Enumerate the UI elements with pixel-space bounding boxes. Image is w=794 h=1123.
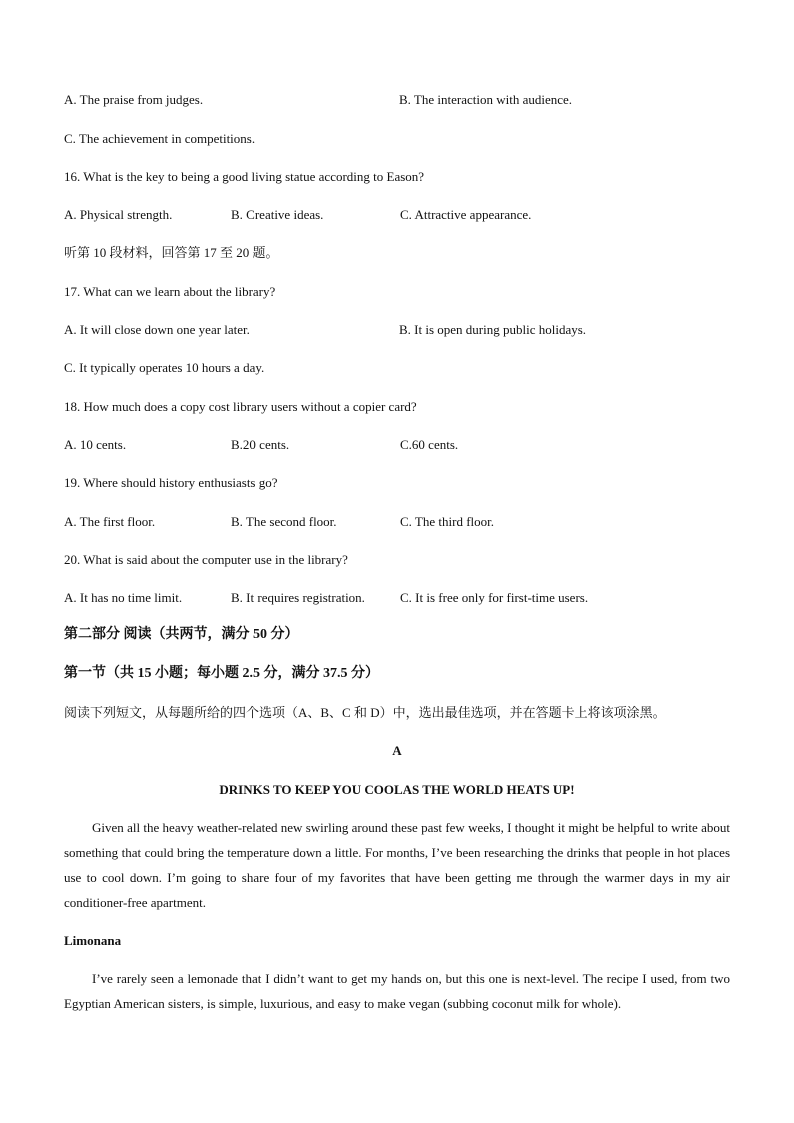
q19-option-c: C. The third floor. xyxy=(400,514,495,529)
q20-stem: 20. What is said about the computer use in the library? xyxy=(64,552,348,567)
q20-option-b: B. It requires registration. xyxy=(231,590,365,605)
q19-option-b: B. The second floor. xyxy=(231,514,337,529)
q18-option-a: A. 10 cents. xyxy=(64,437,127,452)
q17-stem: 17. What can we learn about the library? xyxy=(64,284,276,299)
q15-option-b: B. The interaction with audience. xyxy=(399,92,573,107)
passage-paragraph-1: Given all the heavy weather-related new swirling around these past few weeks, I thought it might be helpful to write about something that could bring the temperature down a little. For months, I’ve been researching the drinks that people in hot places use to cool down. I’m going to share four of my favorites that have been getting me through the warmer days in my air conditioner-free apartment. xyxy=(64,820,730,910)
subheading-limonana: Limonana xyxy=(64,933,122,948)
q18-option-c: C.60 cents. xyxy=(400,437,459,452)
q17-option-a: A. It will close down one year later. xyxy=(64,322,250,337)
q18-stem: 18. How much does a copy cost library users without a copier card? xyxy=(64,399,417,414)
passage-title: DRINKS TO KEEP YOU COOLAS THE WORLD HEATS UP! xyxy=(219,782,575,797)
passage-paragraph-2: I’ve rarely seen a lemonade that I didn’t want to get my hands on, but this one is next-level. The recipe I used, from two Egyptian American sisters, is simple, luxurious, and easy to make vegan (subbing coconut milk for whole). xyxy=(64,971,730,1011)
part2-heading: 第二部分 阅读（共两节，满分 50 分） xyxy=(64,627,299,642)
q16-option-a: A. Physical strength. xyxy=(64,207,173,222)
q19-option-a: A. The first floor. xyxy=(64,514,156,529)
q16-option-c: C. Attractive appearance. xyxy=(400,207,532,222)
q15-option-c: C. The achievement in competitions. xyxy=(64,131,256,146)
q17-option-c: C. It typically operates 10 hours a day. xyxy=(64,360,265,375)
q15-option-a: A. The praise from judges. xyxy=(64,92,204,107)
section1-heading: 第一节（共 15 小题；每小题 2.5 分，满分 37.5 分） xyxy=(64,666,379,681)
q16-option-b: B. Creative ideas. xyxy=(231,207,324,222)
passage-letter: A xyxy=(392,743,402,758)
q20-option-c: C. It is free only for first-time users. xyxy=(400,590,589,605)
q20-option-a: A. It has no time limit. xyxy=(64,590,183,605)
listening-instruction: 听第 10 段材料，回答第 17 至 20 题。 xyxy=(64,245,279,260)
q19-stem: 19. Where should history enthusiasts go? xyxy=(64,475,278,490)
reading-instruction: 阅读下列短文，从每题所给的四个选项（A、B、C 和 D）中，选出最佳选项，并在答题卡上将该项涂黑。 xyxy=(64,705,666,720)
q18-option-b: B.20 cents. xyxy=(231,437,290,452)
q17-option-b: B. It is open during public holidays. xyxy=(399,322,587,337)
q16-stem: 16. What is the key to being a good living statue according to Eason? xyxy=(64,169,425,184)
